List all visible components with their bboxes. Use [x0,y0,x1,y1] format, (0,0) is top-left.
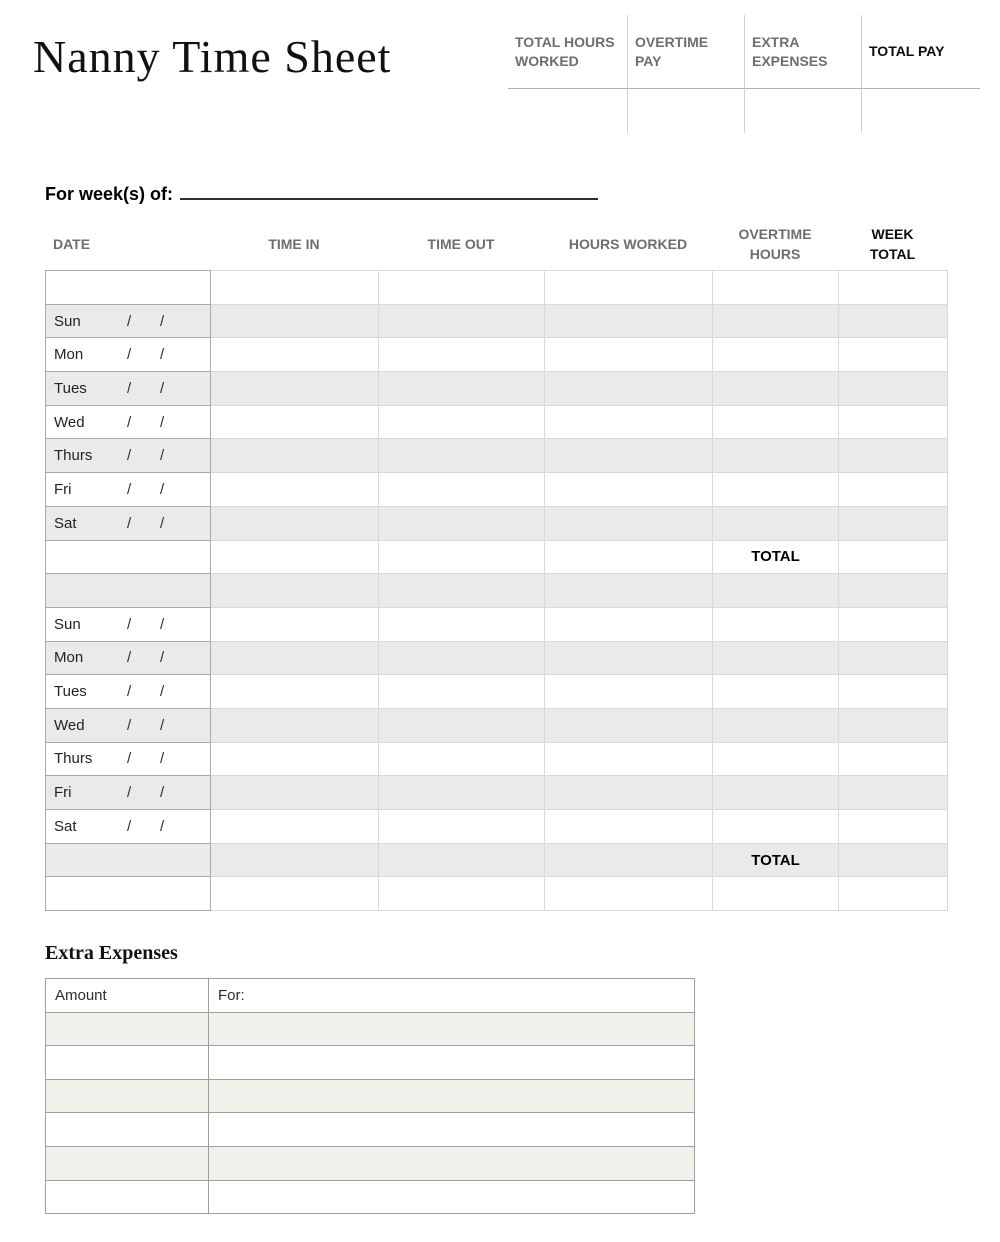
hours-worked-cell [545,304,713,338]
column-header-hours-worked [544,235,712,255]
day-label: Sun [54,615,81,633]
main-table-headers [45,222,947,268]
date-slash: / [127,312,132,330]
column-header-overtime-hours [712,225,838,264]
time-in-cell [211,439,379,473]
week-total-cell [839,338,948,372]
summary-value-extra-expenses [744,89,861,133]
time-in-cell [211,506,379,540]
time-out-cell [379,506,545,540]
week-total-cell [839,641,948,675]
overtime-hours-cell [713,708,839,742]
date-slash: / [160,716,165,734]
time-in-cell [211,271,379,305]
date-slash: / [160,413,165,431]
date-cell [46,271,211,305]
date-slash: / [160,615,165,633]
day-label: Sat [54,514,77,532]
for-cell [209,1046,695,1080]
for-cell [209,1113,695,1147]
amount-cell [46,1180,209,1214]
day-label: Sat [54,817,77,835]
time-out-cell [379,776,545,810]
amount-cell [46,1113,209,1147]
week-total-cell [839,607,948,641]
summary-header-label: TOTAL HOURS WORKED [515,33,615,69]
summary-header-extra-expenses [744,15,861,89]
week-total-cell [839,304,948,338]
date-slash: / [127,514,132,532]
date-cell [46,675,211,709]
date-cell [46,776,211,810]
date-cell [46,607,211,641]
for-cell [209,1180,695,1214]
week-total-cell [839,843,948,877]
hours-worked-cell [545,708,713,742]
column-header-label: WEEK TOTAL [869,226,916,262]
date-cell [46,810,211,844]
table-row-day [46,473,948,507]
overtime-hours-cell [713,338,839,372]
summary-header-overtime-pay [627,15,744,89]
expense-row [46,1146,695,1180]
date-slash: / [127,346,132,364]
day-label: Fri [54,480,72,498]
summary-header-label: OVERTIME PAY [635,33,709,69]
week-of-label: For week(s) of: [45,184,174,204]
table-row-week-total [46,843,948,877]
week-total-cell [839,405,948,439]
week-total-cell [839,574,948,608]
extra-expenses-table [45,978,695,1214]
date-slash: / [127,615,132,633]
summary-header-label: EXTRA EXPENSES [752,33,828,69]
time-out-cell [379,338,545,372]
day-label: Tues [54,683,87,701]
week-total-cell [839,877,948,911]
hours-worked-cell [545,372,713,406]
week-total-cell [839,372,948,406]
column-header-label: TIME OUT [427,236,495,253]
time-in-cell [211,304,379,338]
hours-worked-cell [545,439,713,473]
table-row-day [46,708,948,742]
time-in-cell [211,843,379,877]
time-in-cell [211,810,379,844]
week-total-cell [839,439,948,473]
table-row-day [46,405,948,439]
date-slash: / [160,514,165,532]
date-slash: / [160,683,165,701]
time-out-cell [379,810,545,844]
hours-worked-cell [545,810,713,844]
extra-expenses-heading: Extra Expenses [45,942,178,964]
date-slash: / [127,379,132,397]
overtime-hours-cell [713,810,839,844]
pay-summary-table [508,15,980,133]
date-cell [46,641,211,675]
date-cell [46,439,211,473]
overtime-hours-cell [713,506,839,540]
day-label: Thurs [54,447,93,465]
date-slash: / [160,649,165,667]
time-out-cell [379,271,545,305]
hours-worked-cell [545,473,713,507]
date-slash: / [127,447,132,465]
date-cell [46,372,211,406]
date-slash: / [160,750,165,768]
column-header-time-out [378,235,544,255]
time-in-cell [211,540,379,574]
column-header-label: TIME IN [268,236,320,253]
day-label: Tues [54,379,87,397]
hours-worked-cell [545,742,713,776]
time-in-cell [211,776,379,810]
amount-cell [46,1046,209,1080]
overtime-hours-cell [713,271,839,305]
table-row-day [46,810,948,844]
week-total-cell [839,271,948,305]
overtime-hours-cell [713,473,839,507]
date-slash: / [160,379,165,397]
table-row-week-total [46,540,948,574]
column-header-label: HOURS WORKED [568,236,688,253]
time-out-cell [379,405,545,439]
date-cell [46,338,211,372]
date-slash: / [127,750,132,768]
expense-row [46,1079,695,1113]
table-row-blank [46,271,948,305]
table-row-blank [46,877,948,911]
column-header-label: DATE [53,236,91,253]
date-slash: / [160,346,165,364]
date-slash: / [127,817,132,835]
date-cell [46,304,211,338]
date-cell [46,708,211,742]
time-out-cell [379,372,545,406]
table-row-day [46,742,948,776]
for-cell [209,1146,695,1180]
column-header-week-total [838,225,947,264]
date-slash: / [160,784,165,802]
timesheet-table [45,270,948,911]
date-slash: / [127,784,132,802]
total-label: TOTAL [713,540,839,574]
week-total-cell [839,506,948,540]
time-in-cell [211,473,379,507]
date-slash: / [127,413,132,431]
overtime-hours-cell [713,877,839,911]
time-out-cell [379,675,545,709]
date-cell [46,574,211,608]
day-label: Wed [54,716,85,734]
day-label: Mon [54,346,84,364]
date-slash: / [127,649,132,667]
column-header-date [45,235,210,255]
day-label: Mon [54,649,84,667]
week-of-blank-line [180,185,598,200]
time-out-cell [379,877,545,911]
expense-row [46,1113,695,1147]
overtime-hours-cell [713,372,839,406]
week-total-cell [839,708,948,742]
table-row-day [46,641,948,675]
time-in-cell [211,675,379,709]
day-label: Sun [54,312,81,330]
summary-value-total-hours [508,89,627,133]
date-cell [46,877,211,911]
time-out-cell [379,742,545,776]
week-of-row [45,184,598,205]
week-total-cell [839,540,948,574]
time-in-cell [211,607,379,641]
overtime-hours-cell [713,776,839,810]
amount-column-header: Amount [46,979,209,1013]
time-out-cell [379,641,545,675]
page-title: Nanny Time Sheet [33,31,392,82]
summary-header-label: TOTAL PAY [869,43,945,60]
date-slash: / [160,817,165,835]
date-slash: / [160,480,165,498]
table-row-day [46,506,948,540]
hours-worked-cell [545,338,713,372]
date-cell [46,473,211,507]
summary-value-total-pay [861,89,980,133]
week-total-cell [839,810,948,844]
hours-worked-cell [545,506,713,540]
hours-worked-cell [545,405,713,439]
amount-cell [46,1012,209,1046]
date-slash: / [160,447,165,465]
table-row-day [46,372,948,406]
date-slash: / [127,683,132,701]
overtime-hours-cell [713,607,839,641]
overtime-hours-cell [713,439,839,473]
day-label: Fri [54,784,72,802]
day-label: Wed [54,413,85,431]
time-out-cell [379,439,545,473]
time-out-cell [379,304,545,338]
amount-cell [46,1079,209,1113]
time-out-cell [379,843,545,877]
time-in-cell [211,372,379,406]
time-out-cell [379,607,545,641]
summary-header-total-pay [861,15,980,89]
table-row-day [46,338,948,372]
expenses-header-row [46,979,695,1013]
time-in-cell [211,742,379,776]
for-cell [209,1079,695,1113]
date-slash: / [127,716,132,734]
expense-row [46,1012,695,1046]
day-label: Thurs [54,750,93,768]
overtime-hours-cell [713,304,839,338]
hours-worked-cell [545,271,713,305]
week-total-cell [839,473,948,507]
time-in-cell [211,574,379,608]
column-header-time-in [210,235,378,255]
column-header-label: OVERTIME HOURS [738,226,812,262]
table-row-day [46,439,948,473]
table-row-separator [46,574,948,608]
hours-worked-cell [545,843,713,877]
date-cell [46,506,211,540]
hours-worked-cell [545,776,713,810]
date-cell [46,742,211,776]
table-row-day [46,675,948,709]
time-out-cell [379,473,545,507]
date-cell [46,405,211,439]
table-row-day [46,776,948,810]
overtime-hours-cell [713,675,839,709]
for-cell [209,1012,695,1046]
hours-worked-cell [545,641,713,675]
overtime-hours-cell [713,405,839,439]
time-in-cell [211,708,379,742]
hours-worked-cell [545,574,713,608]
summary-value-overtime-pay [627,89,744,133]
week-total-cell [839,675,948,709]
time-in-cell [211,338,379,372]
amount-cell [46,1146,209,1180]
time-in-cell [211,405,379,439]
total-label: TOTAL [713,843,839,877]
date-slash: / [160,312,165,330]
hours-worked-cell [545,675,713,709]
date-cell [46,540,211,574]
hours-worked-cell [545,540,713,574]
date-cell [46,843,211,877]
time-out-cell [379,574,545,608]
table-row-day [46,304,948,338]
hours-worked-cell [545,607,713,641]
time-in-cell [211,641,379,675]
summary-header-total-hours [508,15,627,89]
for-column-header: For: [209,979,695,1013]
date-slash: / [127,480,132,498]
expense-row [46,1180,695,1214]
week-total-cell [839,742,948,776]
table-row-day [46,607,948,641]
overtime-hours-cell [713,641,839,675]
time-out-cell [379,540,545,574]
week-total-cell [839,776,948,810]
overtime-hours-cell [713,742,839,776]
overtime-hours-cell [713,574,839,608]
time-in-cell [211,877,379,911]
time-out-cell [379,708,545,742]
expense-row [46,1046,695,1080]
hours-worked-cell [545,877,713,911]
